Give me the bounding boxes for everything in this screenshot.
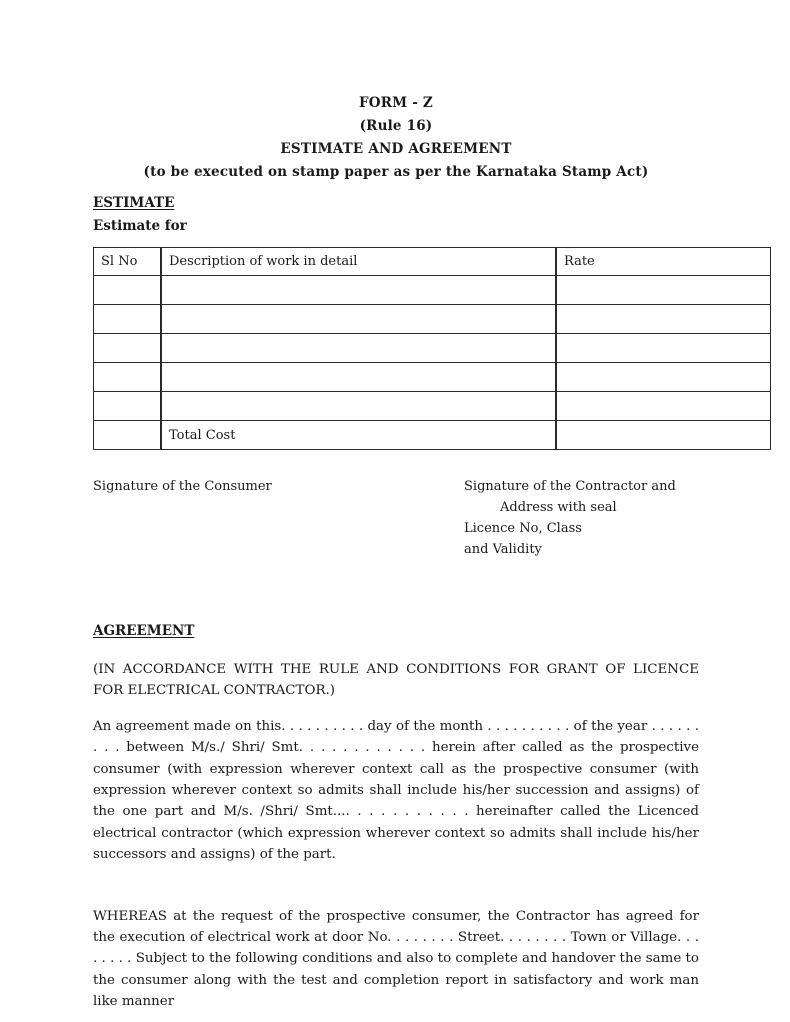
consumer-signature-label: Signature of the Consumer xyxy=(93,479,272,494)
agreement-whereas-paragraph: WHEREAS at the request of the prospective consumer, the Contractor has agreed for the execution of electrical work at door No. . . . . . . . Street. . . . . . . . Town or Village. . . . . . . . Subject to the following conditions and also to complete and handover the same to the consumer along with the test and completion report in satisfactory and work man like manner xyxy=(93,908,699,1010)
column-header-sl-no: Sl No xyxy=(94,248,162,276)
cell-description[interactable] xyxy=(161,334,556,363)
contractor-signature-line-3: Licence No, Class xyxy=(464,521,582,536)
stamp-paper-note: (to be executed on stamp paper as per the Karnataka Stamp Act) xyxy=(143,164,649,180)
table-row xyxy=(94,305,771,334)
agreement-accordance-paragraph: (IN ACCORDANCE WITH THE RULE AND CONDITIONS FOR GRANT OF LICENCE FOR ELECTRICAL CONTRACTOR.) xyxy=(93,662,699,699)
estimate-table xyxy=(93,247,771,450)
cell-rate[interactable] xyxy=(556,334,771,363)
document-header xyxy=(93,0,699,184)
document-subject: ESTIMATE AND AGREEMENT xyxy=(280,141,512,157)
table-row-total xyxy=(94,421,771,450)
cell-sl-no[interactable] xyxy=(94,392,162,421)
cell-total-cost-label: Total Cost xyxy=(161,421,556,450)
table-row xyxy=(94,334,771,363)
cell-description[interactable] xyxy=(161,363,556,392)
rule-reference: (Rule 16) xyxy=(359,118,433,134)
contractor-signature-line-4: and Validity xyxy=(464,542,542,557)
contractor-signature-line-2: Address with seal xyxy=(500,500,617,515)
table-header-row xyxy=(94,248,771,276)
cell-description[interactable] xyxy=(161,276,556,305)
cell-sl-no[interactable] xyxy=(94,334,162,363)
cell-sl-no[interactable] xyxy=(94,305,162,334)
cell-sl-no[interactable] xyxy=(94,276,162,305)
cell-rate[interactable] xyxy=(556,305,771,334)
column-header-description: Description of work in detail xyxy=(161,248,556,276)
contractor-signature-block xyxy=(464,476,676,560)
agreement-made-paragraph: An agreement made on this. . . . . . . . . . day of the month . . . . . . . . . . of the year . . . . . . . . . between M/s./ Shri/ Smt. . . . . . . . . . . . herein after called as the prospective consumer (with expression wherever context call as the prospective consumer (with expression wherever context so admits shall include his/her succession and assigns) of the one part and M/s. /Shri/ Smt.... . . . . . . . . . . hereinafter called the Licenced electrical contractor (which expression wherever context so admits shall include his/her successors and assigns) of the part. xyxy=(93,718,699,863)
estimate-section-heading: ESTIMATE xyxy=(93,195,175,211)
cell-rate[interactable] xyxy=(556,276,771,305)
contractor-signature-line-1: Signature of the Contractor and xyxy=(464,479,676,494)
form-title: FORM - Z xyxy=(359,95,433,111)
estimate-for-label: Estimate for xyxy=(93,218,187,234)
column-header-rate: Rate xyxy=(556,248,771,276)
cell-description[interactable] xyxy=(161,392,556,421)
table-row xyxy=(94,276,771,305)
agreement-section-heading: AGREEMENT xyxy=(93,623,195,639)
cell-sl-no[interactable] xyxy=(94,421,162,450)
cell-total-cost-value[interactable] xyxy=(556,421,771,450)
cell-rate[interactable] xyxy=(556,363,771,392)
cell-sl-no[interactable] xyxy=(94,363,162,392)
page-content xyxy=(93,0,699,1013)
signature-block xyxy=(93,476,699,568)
table-row xyxy=(94,392,771,421)
cell-rate[interactable] xyxy=(556,392,771,421)
cell-description[interactable] xyxy=(161,305,556,334)
table-row xyxy=(94,363,771,392)
